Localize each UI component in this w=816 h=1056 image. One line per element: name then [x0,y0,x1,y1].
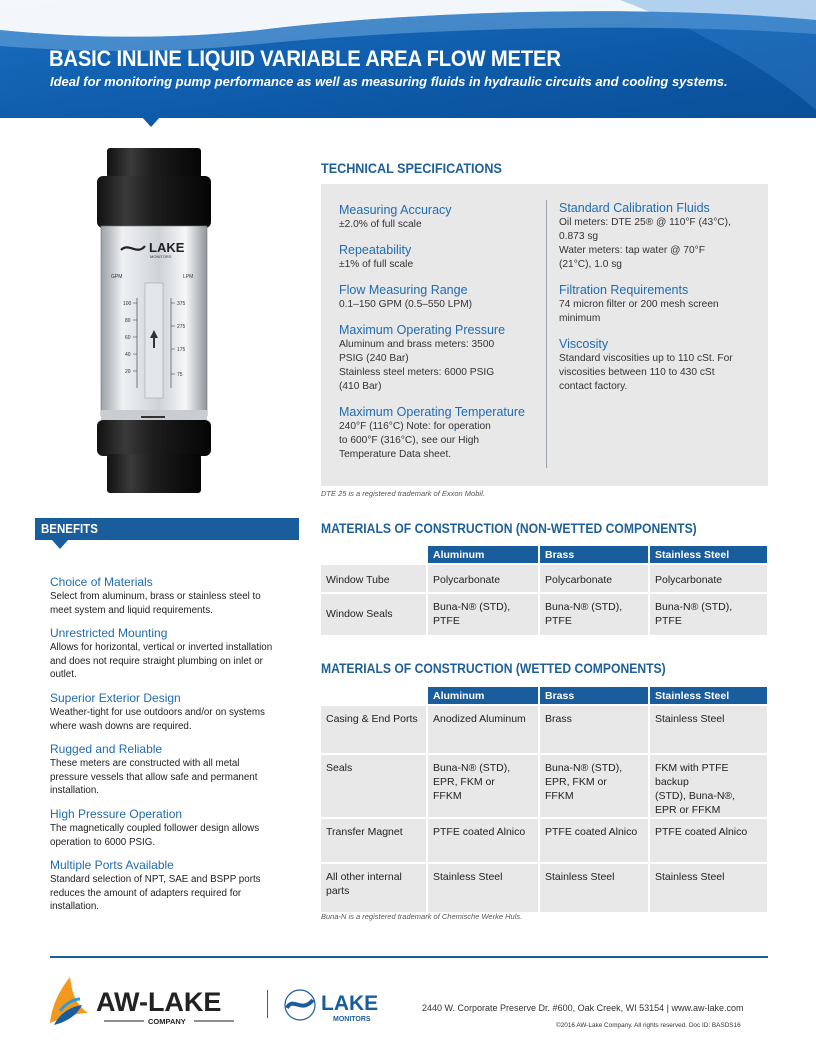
spec-line: Stainless steel meters: 6000 PSIG [339,367,495,378]
company-address: 2440 W. Corporate Preserve Dr. #600, Oak Creek, WI 53154 | www.aw-lake.com [422,1003,744,1013]
spec-flow-range [339,282,544,312]
scale-tick-left: 60 [125,335,131,341]
tech-specs-right-column [559,200,759,404]
benefit-line: The magnetically coupled follower design allows [50,822,260,834]
table-cell: Stainless Steel [539,863,649,912]
product-logo-text: LAKE [149,240,185,255]
materials-non-wetted-table [321,546,767,635]
table-header-cell: Aluminum [427,687,539,705]
spec-title: Filtration Requirements [559,283,689,297]
benefits-header-bar [35,518,299,540]
table-cell: Stainless Steel [649,705,767,754]
tech-specs-divider [546,200,547,468]
benefits-heading: BENEFITS [41,522,98,536]
tech-specs-panel [321,184,768,486]
spec-title: Repeatability [339,243,412,257]
table-header-cell [321,687,427,705]
benefits-pointer [52,540,68,549]
materials-wetted-heading: MATERIALS OF CONSTRUCTION (WETTED COMPONENTS) [321,661,666,676]
table-cell: Window Seals [321,593,427,635]
scale-tick-left: 40 [125,352,131,358]
header-pointer [141,116,161,127]
table-header-cell: Aluminum [427,546,539,564]
benefit-title: Choice of Materials [50,575,153,589]
tech-specs-left-column [339,202,544,472]
aw-lake-subname: COMPANY [148,1017,186,1026]
spec-title: Maximum Operating Temperature [339,405,525,419]
benefit-line: installation. [50,901,100,913]
benefit-title: High Pressure Operation [50,806,183,821]
table-row [321,564,767,593]
table-header-cell: Brass [539,687,649,705]
table-cell: PTFE coated Alnico [427,818,539,863]
table-cell: Buna-N® (STD), EPR, FKM or FFKM [539,754,649,818]
spec-line: Standard viscosities up to 110 cSt. For [559,353,733,364]
spec-line: ±2.0% of full scale [339,219,422,230]
benefit-line: pressure vessels that allow safe and permanent [50,771,258,783]
benefit-line: Allows for horizontal, vertical or inverted installation [50,642,273,654]
benefit-line: Standard selection of NPT, SAE and BSPP ports [50,874,261,886]
table-cell: Polycarbonate [427,564,539,593]
footer-divider-line [50,956,768,958]
copyright-notice: ©2016 AW-Lake Company. All rights reserved. Doc ID: BASDS16 [556,1022,741,1029]
spec-line: Water meters: tap water @ 70°F [559,245,705,256]
table-row [321,705,767,754]
footer-logo-divider [267,990,268,1018]
table-header-row [321,687,767,705]
spec-line: ±1% of full scale [339,259,414,270]
spec-line: 0.1–150 GPM (0.5–550 LPM) [339,299,473,310]
benefit-item [50,742,295,798]
spec-line: to 600°F (316°C), see our High [339,435,480,446]
page-subtitle: Ideal for monitoring pump performance as well as measuring fluids in hydraulic circuits and cooling systems. [50,74,728,89]
benefit-line: installation. [50,785,100,797]
product-logo-subtext: MONITORS [150,254,172,259]
table-cell: Stainless Steel [649,863,767,912]
table-cell: Casing & End Ports [321,705,427,754]
lake-logo-name: LAKE [321,992,379,1015]
table-cell: Polycarbonate [539,564,649,593]
table-cell: Seals [321,754,427,818]
materials-non-wetted-heading: MATERIALS OF CONSTRUCTION (NON-WETTED COMPONENTS) [321,521,697,536]
benefits-list [50,575,295,923]
spec-measuring-accuracy [339,202,544,232]
benefit-item [50,807,295,849]
spec-line: PSIG (240 Bar) [339,353,409,364]
table-cell: PTFE coated Alnico [649,818,767,863]
trademark-note-dte: DTE 25 is a registered trademark of Exxon Mobil. [321,489,485,498]
spec-line: Temperature Data sheet. [339,449,452,460]
benefit-line: operation to 6000 PSIG. [50,836,156,848]
table-cell: Buna-N® (STD), EPR, FKM or FFKM [427,754,539,818]
benefit-line: where wash downs are required. [50,720,192,732]
spec-max-pressure [339,322,544,394]
spec-line: viscosities between 110 to 430 cSt [559,367,715,378]
spec-max-temperature [339,404,544,462]
benefit-title: Rugged and Reliable [50,742,163,757]
scale-tick-right: 175 [177,347,186,353]
benefit-line: These meters are constructed with all metal [50,758,240,770]
table-cell: All other internal parts [321,863,427,912]
table-row [321,593,767,635]
spec-title: Flow Measuring Range [339,283,468,297]
flow-meter-image [93,148,215,493]
spec-line: 74 micron filter or 200 mesh screen [559,299,719,310]
table-cell: Transfer Magnet [321,818,427,863]
materials-wetted-table [321,687,767,912]
benefit-line: outlet. [50,669,77,681]
benefit-line: meet system and liquid requirements. [50,604,213,616]
spec-repeatability [339,242,544,272]
table-cell: Stainless Steel [427,863,539,912]
spec-filtration [559,282,759,326]
table-header-row [321,546,767,564]
benefit-line: Select from aluminum, brass or stainless steel to [50,591,261,602]
table-cell: Buna-N® (STD), PTFE [649,593,767,635]
benefit-item [50,575,295,617]
page-title: BASIC INLINE LIQUID VARIABLE AREA FLOW METER [49,46,561,71]
scale-right-label: LPM [183,274,194,280]
benefit-line: and does not require straight plumbing on inlet or [50,655,263,667]
spec-line: 240°F (116°C) Note: for operation [339,421,491,432]
aw-lake-name: AW-LAKE [96,987,222,1017]
spec-line: (410 Bar) [339,381,382,392]
scale-tick-right: 275 [177,324,186,330]
benefit-item [50,691,295,733]
lake-logo-subname: MONITORS [333,1016,371,1023]
table-cell: Buna-N® (STD), PTFE [427,593,539,635]
scale-tick-left: 20 [125,369,131,375]
trademark-note-buna: Buna-N is a registered trademark of Chemische Werke Huls. [321,912,523,921]
lake-monitors-logo [283,988,403,1024]
spec-line: Oil meters: DTE 25® @ 110°F (43°C), [559,217,731,228]
table-cell: Anodized Aluminum [427,705,539,754]
benefit-title: Unrestricted Mounting [50,626,168,641]
benefit-line: Weather-tight for use outdoors and/or on systems [50,706,265,718]
table-row [321,863,767,912]
table-header-cell: Stainless Steel [649,546,767,564]
table-cell: Buna-N® (STD), PTFE [539,593,649,635]
table-header-cell [321,546,427,564]
benefit-title: Superior Exterior Design [50,690,181,705]
table-cell: Window Tube [321,564,427,593]
table-header-cell: Stainless Steel [649,687,767,705]
table-row [321,754,767,818]
scale-tick-left: 80 [125,318,131,324]
table-row [321,818,767,863]
table-cell: PTFE coated Alnico [539,818,649,863]
scale-tick-right: 375 [177,301,186,307]
benefit-line: reduces the amount of adapters required for [50,887,242,899]
spec-line: Aluminum and brass meters: 3500 [339,339,495,350]
spec-title: Measuring Accuracy [339,203,452,217]
spec-title: Standard Calibration Fluids [559,201,710,215]
spec-viscosity [559,336,759,394]
aw-lake-company-logo [44,973,254,1029]
spec-title: Viscosity [559,337,609,351]
table-cell: Polycarbonate [649,564,767,593]
spec-line: minimum [559,313,601,324]
table-cell: FKM with PTFE backup (STD), Buna-N®, EPR or FFKM [649,754,767,818]
table-cell: Brass [539,705,649,754]
benefit-title: Multiple Ports Available [50,858,174,873]
spec-title: Maximum Operating Pressure [339,323,506,337]
table-header-cell: Brass [539,546,649,564]
header-banner [0,0,816,118]
spec-line: contact factory. [559,381,628,392]
scale-tick-left: 100 [123,301,132,307]
tech-specs-heading: TECHNICAL SPECIFICATIONS [321,160,502,176]
spec-line: (21°C), 1.0 sg [559,259,622,270]
spec-calibration-fluids [559,200,759,272]
scale-tick-right: 75 [177,372,183,378]
spec-line: 0.873 sg [559,231,599,242]
benefit-item [50,626,295,682]
benefit-item [50,858,295,914]
scale-left-label: GPM [111,274,123,280]
